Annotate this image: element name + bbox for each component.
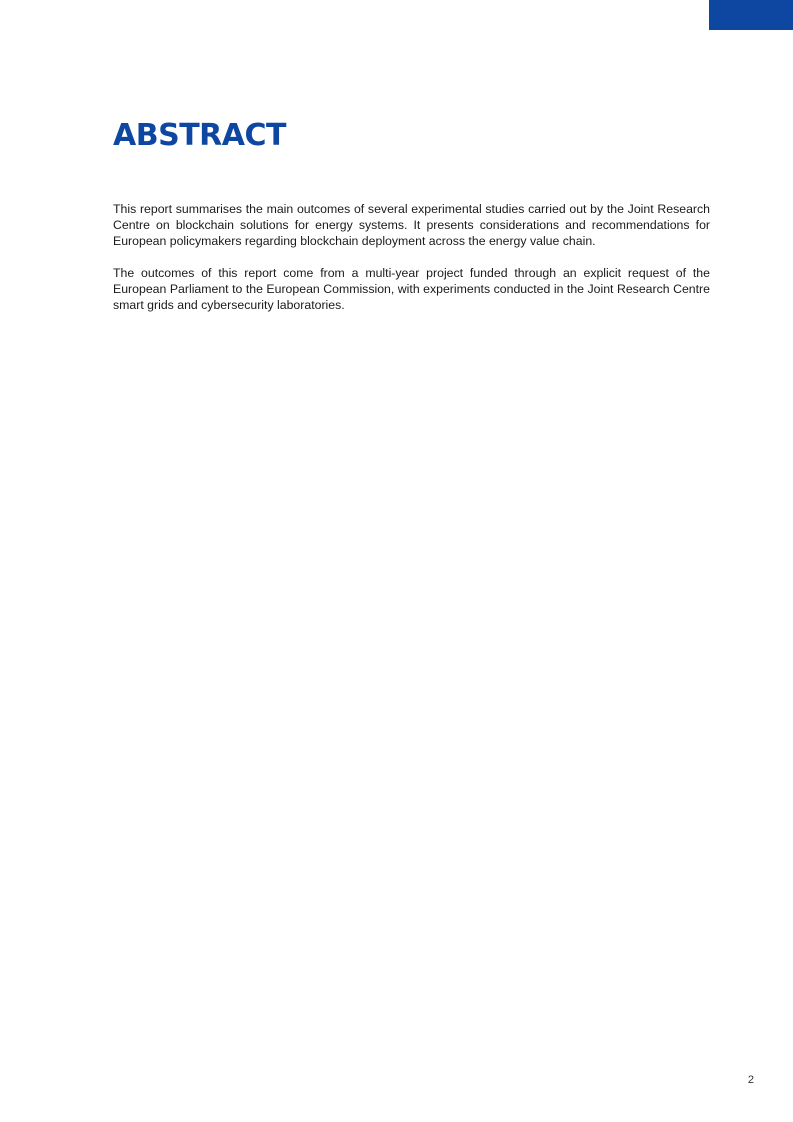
abstract-paragraph-2: The outcomes of this report come from a multi-year project funded through an explicit request of the European Parliament to the European Commission, with experiments conducted in the Joint Research Centre smart grids and cybersecurity laboratories. — [113, 266, 710, 312]
page-title: ABSTRACT — [113, 118, 286, 153]
abstract-paragraph-1: This report summarises the main outcomes of several experimental studies carried out by the Joint Research Centre on blockchain solutions for energy systems. It presents considerations and recommendations for European policymakers regarding blockchain deployment across the energy value chain. — [113, 202, 710, 248]
corner-accent-tab — [709, 0, 793, 30]
abstract-body — [113, 201, 710, 329]
page-number: 2 — [747, 1074, 754, 1086]
